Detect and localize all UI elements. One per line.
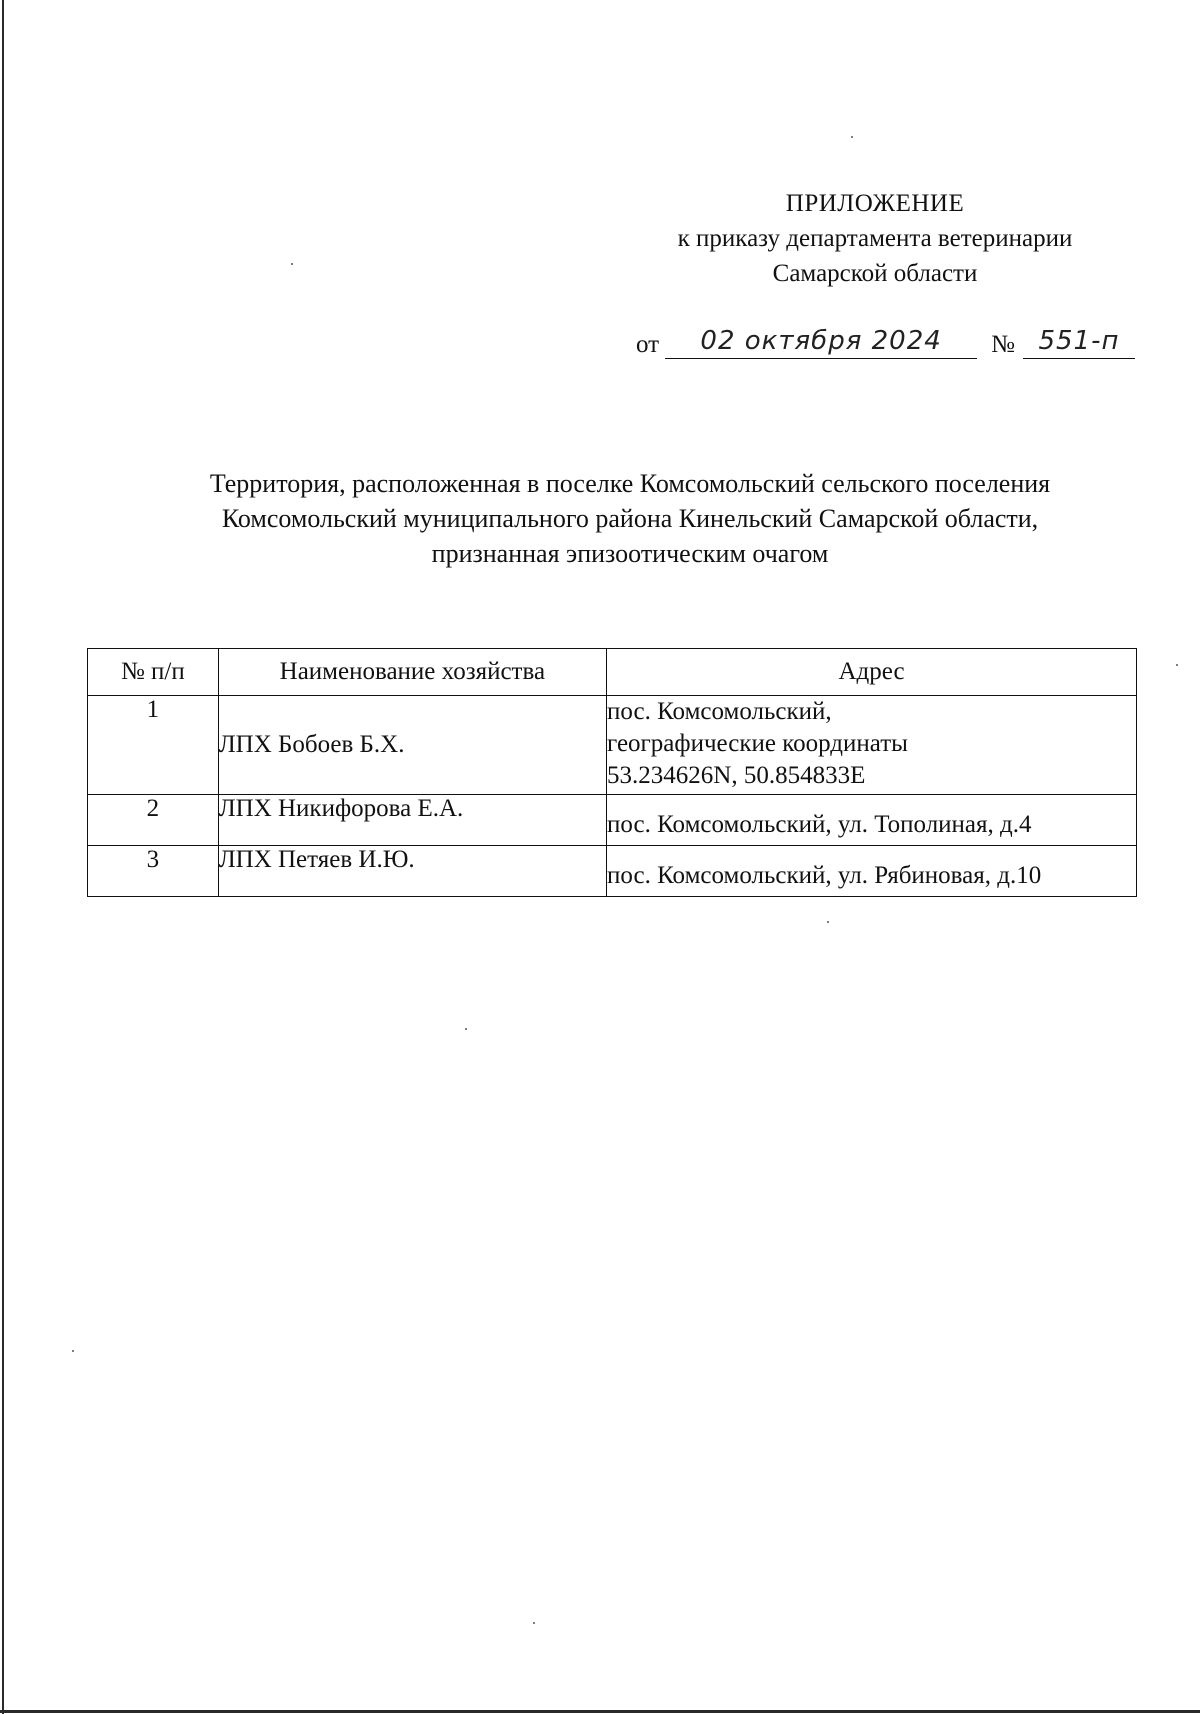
scan-speck — [465, 1028, 467, 1030]
order-date-number — [636, 326, 1135, 359]
table-row — [88, 846, 1137, 897]
scan-speck — [533, 1622, 535, 1624]
scan-speck — [851, 136, 853, 138]
heading-line-1: Территория, расположенная в поселке Комсомольский сельского поселения — [209, 469, 1051, 498]
table-row — [88, 795, 1137, 846]
order-prefix: от — [636, 331, 660, 358]
heading-line-3: признанная эпизоотическим очагом — [431, 539, 829, 568]
scan-speck — [291, 263, 293, 265]
row-address — [607, 795, 1137, 846]
row-num: 2 — [88, 795, 219, 846]
row-name: ЛПХ Никифорова Е.А. — [218, 795, 606, 846]
appendix-title: ПРИЛОЖЕНИЕ — [785, 190, 965, 217]
address-line: пос. Комсомольский, — [607, 698, 832, 725]
scan-speck — [72, 1350, 74, 1352]
table-header-row — [88, 649, 1137, 696]
appendix-block — [620, 186, 1130, 291]
address-line: географические координаты — [607, 730, 908, 757]
scan-edge-left — [2, 0, 4, 1714]
farms-table — [87, 648, 1137, 897]
header-address: Адрес — [607, 649, 1137, 696]
row-name: ЛПХ Петяев И.Ю. — [218, 846, 606, 897]
order-number-sign: № — [991, 331, 1015, 358]
order-number-handwritten: 551-п — [1023, 326, 1135, 359]
address-line: пос. Комсомольский, ул. Рябиновая, д.10 — [607, 862, 1042, 889]
scan-edge-bottom — [0, 1710, 1200, 1713]
appendix-region: Самарской области — [772, 260, 978, 287]
document-heading — [150, 466, 1110, 571]
address-line: 53.234626N, 50.854833E — [607, 762, 866, 789]
row-num: 3 — [88, 846, 219, 897]
row-address — [607, 846, 1137, 897]
row-num: 1 — [88, 696, 219, 795]
order-date-handwritten: 02 октября 2024 — [665, 326, 977, 359]
header-name: Наименование хозяйства — [218, 649, 606, 696]
scan-speck — [827, 921, 829, 923]
appendix-subtitle: к приказу департамента ветеринарии — [677, 225, 1073, 252]
row-name: ЛПХ Бобоев Б.Х. — [218, 696, 606, 795]
heading-line-2: Комсомольский муниципального района Кинельский Самарской области, — [221, 504, 1039, 533]
scan-speck — [1176, 664, 1178, 666]
header-num: № п/п — [88, 649, 219, 696]
address-line: пос. Комсомольский, ул. Тополиная, д.4 — [607, 811, 1032, 838]
table-row — [88, 696, 1137, 795]
row-address — [607, 696, 1137, 795]
